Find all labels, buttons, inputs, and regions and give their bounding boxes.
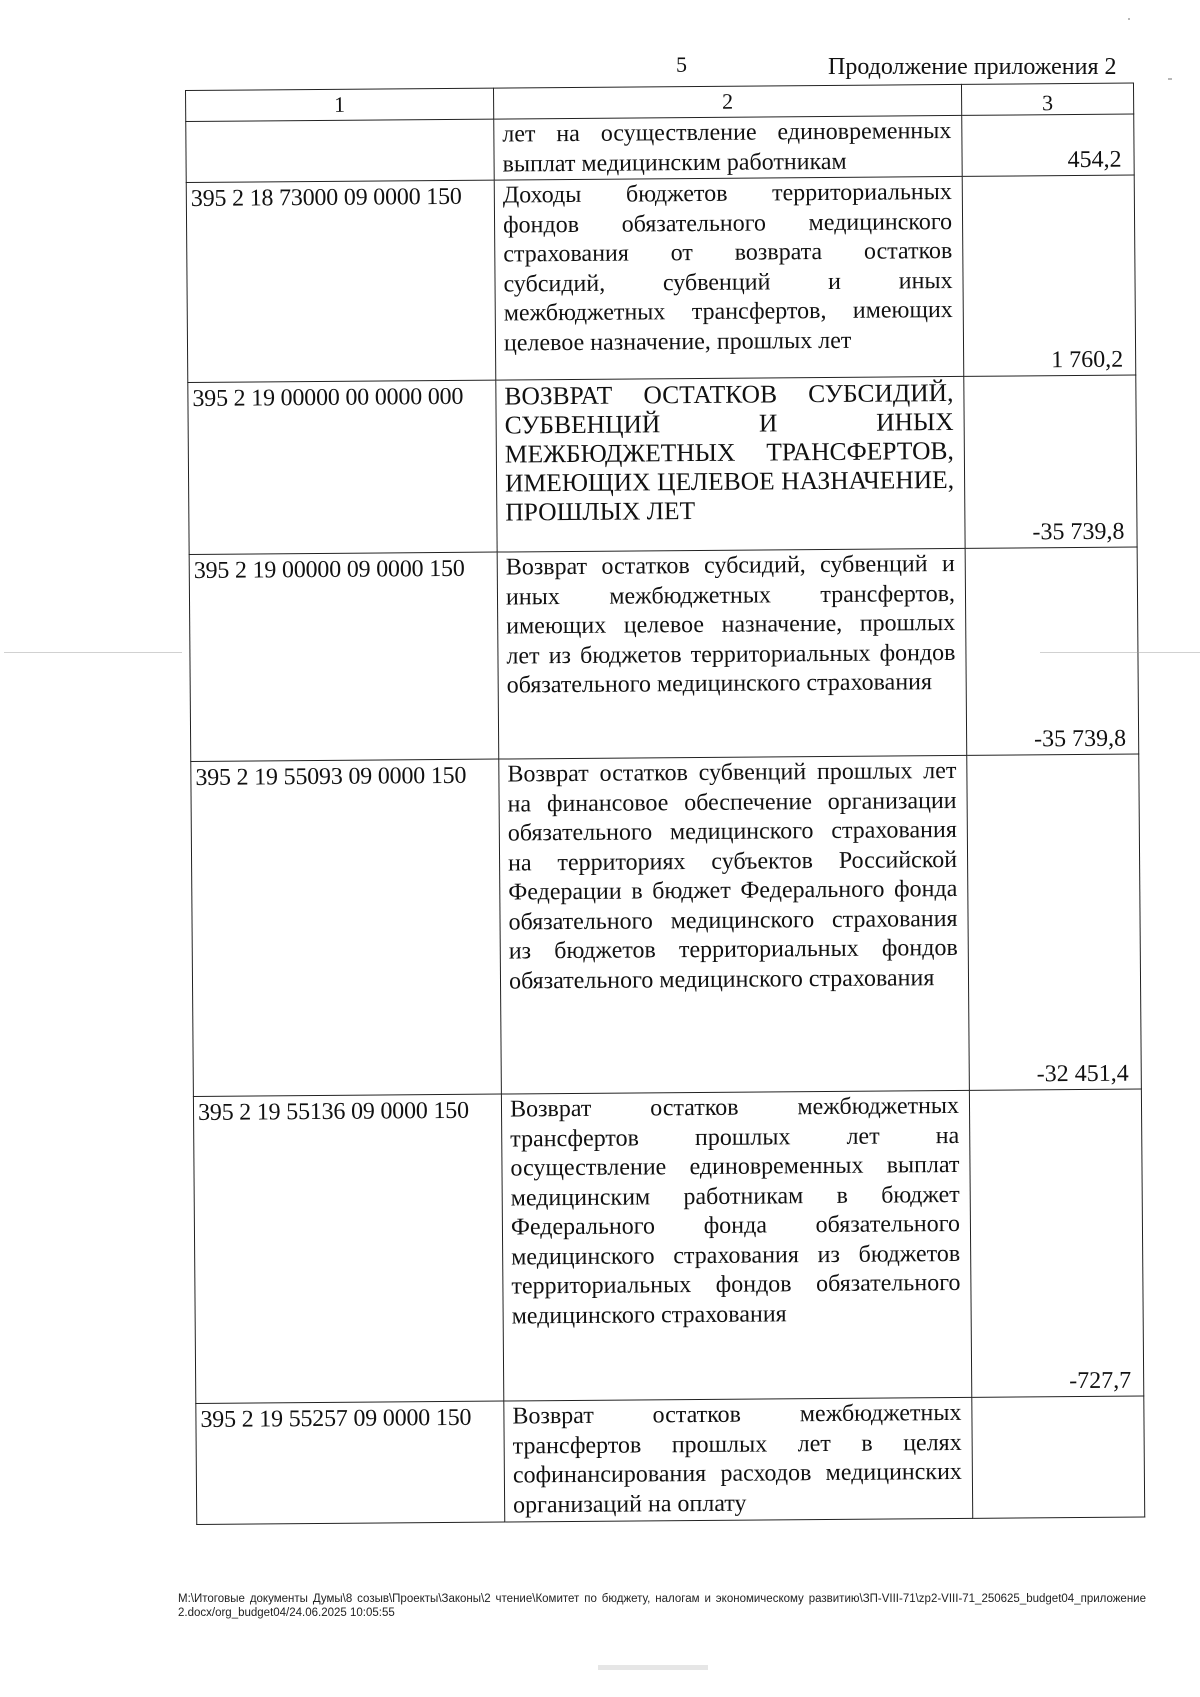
budget-code-cell: 395 2 19 00000 09 0000 150 — [189, 552, 499, 761]
table-row — [193, 1089, 1143, 1403]
income-name-cell: Возврат остатков субвенций прошлых лет на финансовое обеспечение организации обязательного медицинского страхования на территориях субъектов Российской Федерации в бюджет Федерального фонда обязательного медицинского страхования из бюджетов территориальных фондов обязательного медицинского страхования — [499, 755, 970, 1094]
amount-cell: 1 760,2 — [962, 175, 1136, 376]
column-header: 3 — [961, 83, 1133, 115]
file-path-footer: M:\Итоговые документы Думы\8 созыв\Проекты\Законы\2 чтение\Комитет по бюджету, налогам и экономическому развитию\ЗП-VIII-71\zp2-VIII-71_250625_budget04_приложение 2.docx/org_budget04/24.06.2025 10:05:55 — [178, 1593, 1146, 1619]
amount-cell: -35 739,8 — [965, 547, 1139, 755]
budget-code-cell — [186, 119, 494, 182]
amount-cell: -35 739,8 — [964, 375, 1137, 548]
continuation-heading: Продолжение приложения 2 — [828, 54, 1117, 80]
income-name-cell: Доходы бюджетов территориальных фондов обязательного медицинского страхования от возврата остатков субсидий, субвенций и иных межбюджетных трансфертов, имеющих целевое назначение, прошлых лет — [494, 176, 964, 380]
amount-cell: 454,2 — [962, 114, 1134, 176]
amount-cell: -727,7 — [969, 1089, 1143, 1397]
income-name-cell: Возврат остатков субсидий, субвенций и иных межбюджетных трансфертов, имеющих целевое назначение, прошлых лет из бюджетов территориальных фондов обязательного медицинского страхования — [497, 548, 967, 759]
table-row — [196, 1396, 1145, 1524]
table-row — [189, 547, 1139, 761]
table-row — [186, 175, 1136, 382]
budget-code-cell: 395 2 19 55136 09 0000 150 — [193, 1094, 503, 1403]
scan-artifact — [1128, 18, 1130, 20]
budget-table — [185, 83, 1145, 1525]
income-name-cell: ВОЗВРАТ ОСТАТКОВ СУБСИДИЙ, СУБВЕНЦИЙ И ИНЫХ МЕЖБЮДЖЕТНЫХ ТРАНСФЕРТОВ, ИМЕЮЩИХ ЦЕЛЕВОЕ НАЗНАЧЕНИЕ, ПРОШЛЫХ ЛЕТ — [496, 376, 965, 552]
budget-code-cell: 395 2 19 55257 09 0000 150 — [196, 1401, 505, 1524]
income-name-cell: Возврат остатков межбюджетных трансфертов прошлых лет в целях софинансирования расходов медицинских организаций на оплату — [504, 1397, 973, 1522]
page-number: 5 — [676, 52, 687, 77]
table-row — [191, 754, 1142, 1096]
column-header: 1 — [186, 88, 494, 121]
income-name-cell: Возврат остатков межбюджетных трансфертов прошлых лет на осуществление единовременных выплат медицинским работникам в бюджет Федерального фонда обязательного медицинского страхования из бюджетов территориальных фондов обязательного медицинского страхования — [501, 1090, 971, 1401]
budget-code-cell: 395 2 19 55093 09 0000 150 — [191, 759, 502, 1096]
scan-artifact — [4, 652, 182, 653]
amount-cell: -32 451,4 — [967, 754, 1142, 1090]
budget-code-cell: 395 2 19 00000 00 0000 000 — [188, 380, 497, 554]
income-name-cell: лет на осуществление единовременных выплат медицинским работникам — [494, 115, 962, 180]
table-row — [186, 114, 1134, 182]
column-header: 2 — [493, 84, 961, 119]
amount-cell — [972, 1396, 1145, 1518]
scan-artifact — [1168, 78, 1172, 80]
budget-code-cell: 395 2 18 73000 09 0000 150 — [186, 180, 496, 382]
scan-artifact — [598, 1665, 708, 1670]
scan-artifact — [1040, 652, 1200, 653]
table-row — [188, 375, 1137, 554]
